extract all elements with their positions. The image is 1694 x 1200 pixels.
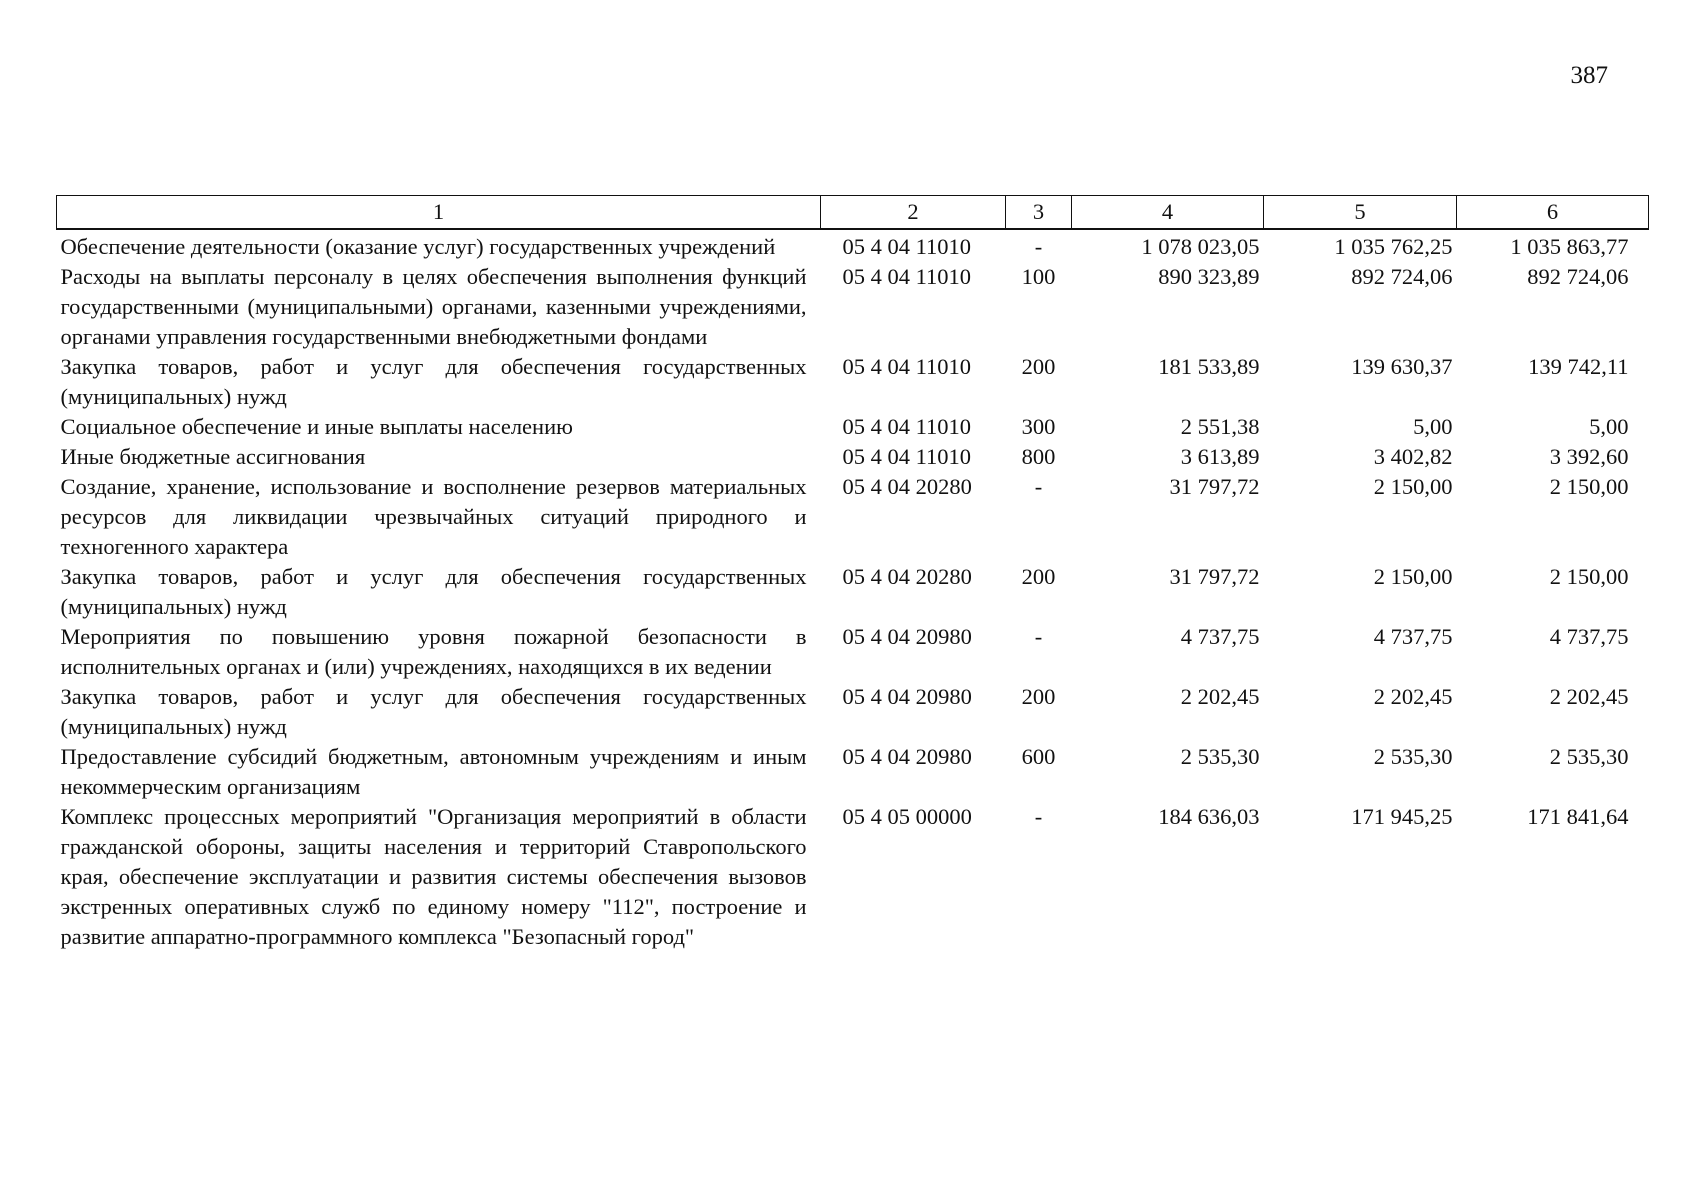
row-amount-1: 2 535,30 <box>1180 744 1260 769</box>
row-name: Расходы на выплаты персоналу в целях обеспечения выполнения функций государственными (муниципальными) органами, казенными учреждениями, органами управления государственными внебюджетными фондами <box>60 264 807 349</box>
page-number: 387 <box>1570 62 1608 89</box>
column-header-name: 1 <box>57 196 821 230</box>
row-amount-1: 184 636,03 <box>1158 804 1260 829</box>
row-amount-2: 892 724,06 <box>1351 264 1453 289</box>
table-row <box>57 622 1649 682</box>
row-name: Закупка товаров, работ и услуг для обеспечения государственных (муниципальных) нужд <box>60 564 807 619</box>
row-kind: 800 <box>1021 444 1056 469</box>
table-row <box>57 562 1649 622</box>
row-code: 05 4 04 20980 <box>842 744 972 769</box>
column-header-code: 2 <box>821 196 1006 230</box>
row-amount-3: 4 737,75 <box>1549 624 1629 649</box>
row-name: Закупка товаров, работ и услуг для обеспечения государственных (муниципальных) нужд <box>60 684 807 739</box>
row-code: 05 4 04 20280 <box>842 564 972 589</box>
table-row <box>57 742 1649 802</box>
table-row <box>57 802 1649 952</box>
row-code: 05 4 04 11010 <box>842 354 972 379</box>
row-amount-2: 171 945,25 <box>1351 804 1453 829</box>
row-amount-3: 3 392,60 <box>1549 444 1629 469</box>
row-kind: 200 <box>1021 354 1056 379</box>
row-amount-3: 139 742,11 <box>1528 354 1629 379</box>
row-amount-2: 2 202,45 <box>1373 684 1453 709</box>
row-code: 05 4 04 11010 <box>842 264 972 289</box>
table-row <box>57 682 1649 742</box>
row-amount-3: 5,00 <box>1589 414 1629 439</box>
table-row <box>57 472 1649 562</box>
budget-table <box>56 195 1649 952</box>
row-amount-3: 892 724,06 <box>1527 264 1629 289</box>
row-amount-1: 3 613,89 <box>1180 444 1260 469</box>
row-amount-3: 2 150,00 <box>1549 564 1629 589</box>
row-name: Иные бюджетные ассигнования <box>60 444 366 469</box>
column-header-amount-2: 5 <box>1264 196 1457 230</box>
row-name: Комплекс процессных мероприятий "Организация мероприятий в области гражданской обороны, защиты населения и территорий Ставропольского края, обеспечение эксплуатации и развития системы обеспечения вызовов экстренных оперативных служб по единому номеру "112", построение и развитие аппаратно-программного комплекса "Безопасный город" <box>60 804 807 949</box>
row-code: 05 4 04 11010 <box>842 414 972 439</box>
row-kind: 600 <box>1021 744 1056 769</box>
row-amount-2: 5,00 <box>1413 414 1453 439</box>
row-amount-3: 171 841,64 <box>1527 804 1629 829</box>
row-amount-2: 4 737,75 <box>1373 624 1453 649</box>
row-name: Предоставление субсидий бюджетным, автономным учреждениям и иным некоммерческим организациям <box>60 744 807 799</box>
table-row <box>57 412 1649 442</box>
row-kind: 200 <box>1021 684 1056 709</box>
row-amount-3: 2 535,30 <box>1549 744 1629 769</box>
row-code: 05 4 04 20280 <box>842 474 972 499</box>
row-name: Закупка товаров, работ и услуг для обеспечения государственных (муниципальных) нужд <box>60 354 807 409</box>
row-kind: - <box>1034 474 1043 499</box>
row-amount-1: 1 078 023,05 <box>1141 234 1260 259</box>
row-kind: - <box>1034 234 1043 259</box>
row-amount-2: 1 035 762,25 <box>1334 234 1453 259</box>
row-amount-1: 2 551,38 <box>1180 414 1260 439</box>
column-header-kind: 3 <box>1006 196 1072 230</box>
row-kind: - <box>1034 804 1043 829</box>
row-amount-1: 31 797,72 <box>1169 564 1260 589</box>
row-code: 05 4 05 00000 <box>842 804 972 829</box>
row-name: Создание, хранение, использование и восполнение резервов материальных ресурсов для ликвидации чрезвычайных ситуаций природного и техногенного характера <box>60 474 807 559</box>
row-amount-1: 31 797,72 <box>1169 474 1260 499</box>
column-number-row <box>57 196 1649 230</box>
row-kind: 100 <box>1021 264 1056 289</box>
row-code: 05 4 04 11010 <box>842 234 972 259</box>
row-name: Мероприятия по повышению уровня пожарной безопасности в исполнительных органах и (или) учреждениях, находящихся в их ведении <box>60 624 807 679</box>
row-name: Обеспечение деятельности (оказание услуг) государственных учреждений <box>60 234 776 259</box>
table-row <box>57 352 1649 412</box>
row-amount-1: 181 533,89 <box>1158 354 1260 379</box>
row-code: 05 4 04 20980 <box>842 624 972 649</box>
row-amount-2: 2 535,30 <box>1373 744 1453 769</box>
row-amount-2: 2 150,00 <box>1373 474 1453 499</box>
row-kind: - <box>1034 624 1043 649</box>
column-header-amount-3: 6 <box>1457 196 1649 230</box>
row-amount-2: 2 150,00 <box>1373 564 1453 589</box>
row-amount-3: 2 202,45 <box>1549 684 1629 709</box>
table-row <box>57 262 1649 352</box>
row-amount-3: 1 035 863,77 <box>1510 234 1629 259</box>
row-amount-3: 2 150,00 <box>1549 474 1629 499</box>
row-amount-2: 139 630,37 <box>1351 354 1453 379</box>
row-code: 05 4 04 20980 <box>842 684 972 709</box>
table-row <box>57 229 1649 262</box>
row-kind: 300 <box>1021 414 1056 439</box>
row-code: 05 4 04 11010 <box>842 444 972 469</box>
row-amount-2: 3 402,82 <box>1373 444 1453 469</box>
column-header-amount-1: 4 <box>1072 196 1264 230</box>
row-kind: 200 <box>1021 564 1056 589</box>
row-name: Социальное обеспечение и иные выплаты населению <box>60 414 573 439</box>
row-amount-1: 2 202,45 <box>1180 684 1260 709</box>
row-amount-1: 4 737,75 <box>1180 624 1260 649</box>
row-amount-1: 890 323,89 <box>1158 264 1260 289</box>
table-row <box>57 442 1649 472</box>
